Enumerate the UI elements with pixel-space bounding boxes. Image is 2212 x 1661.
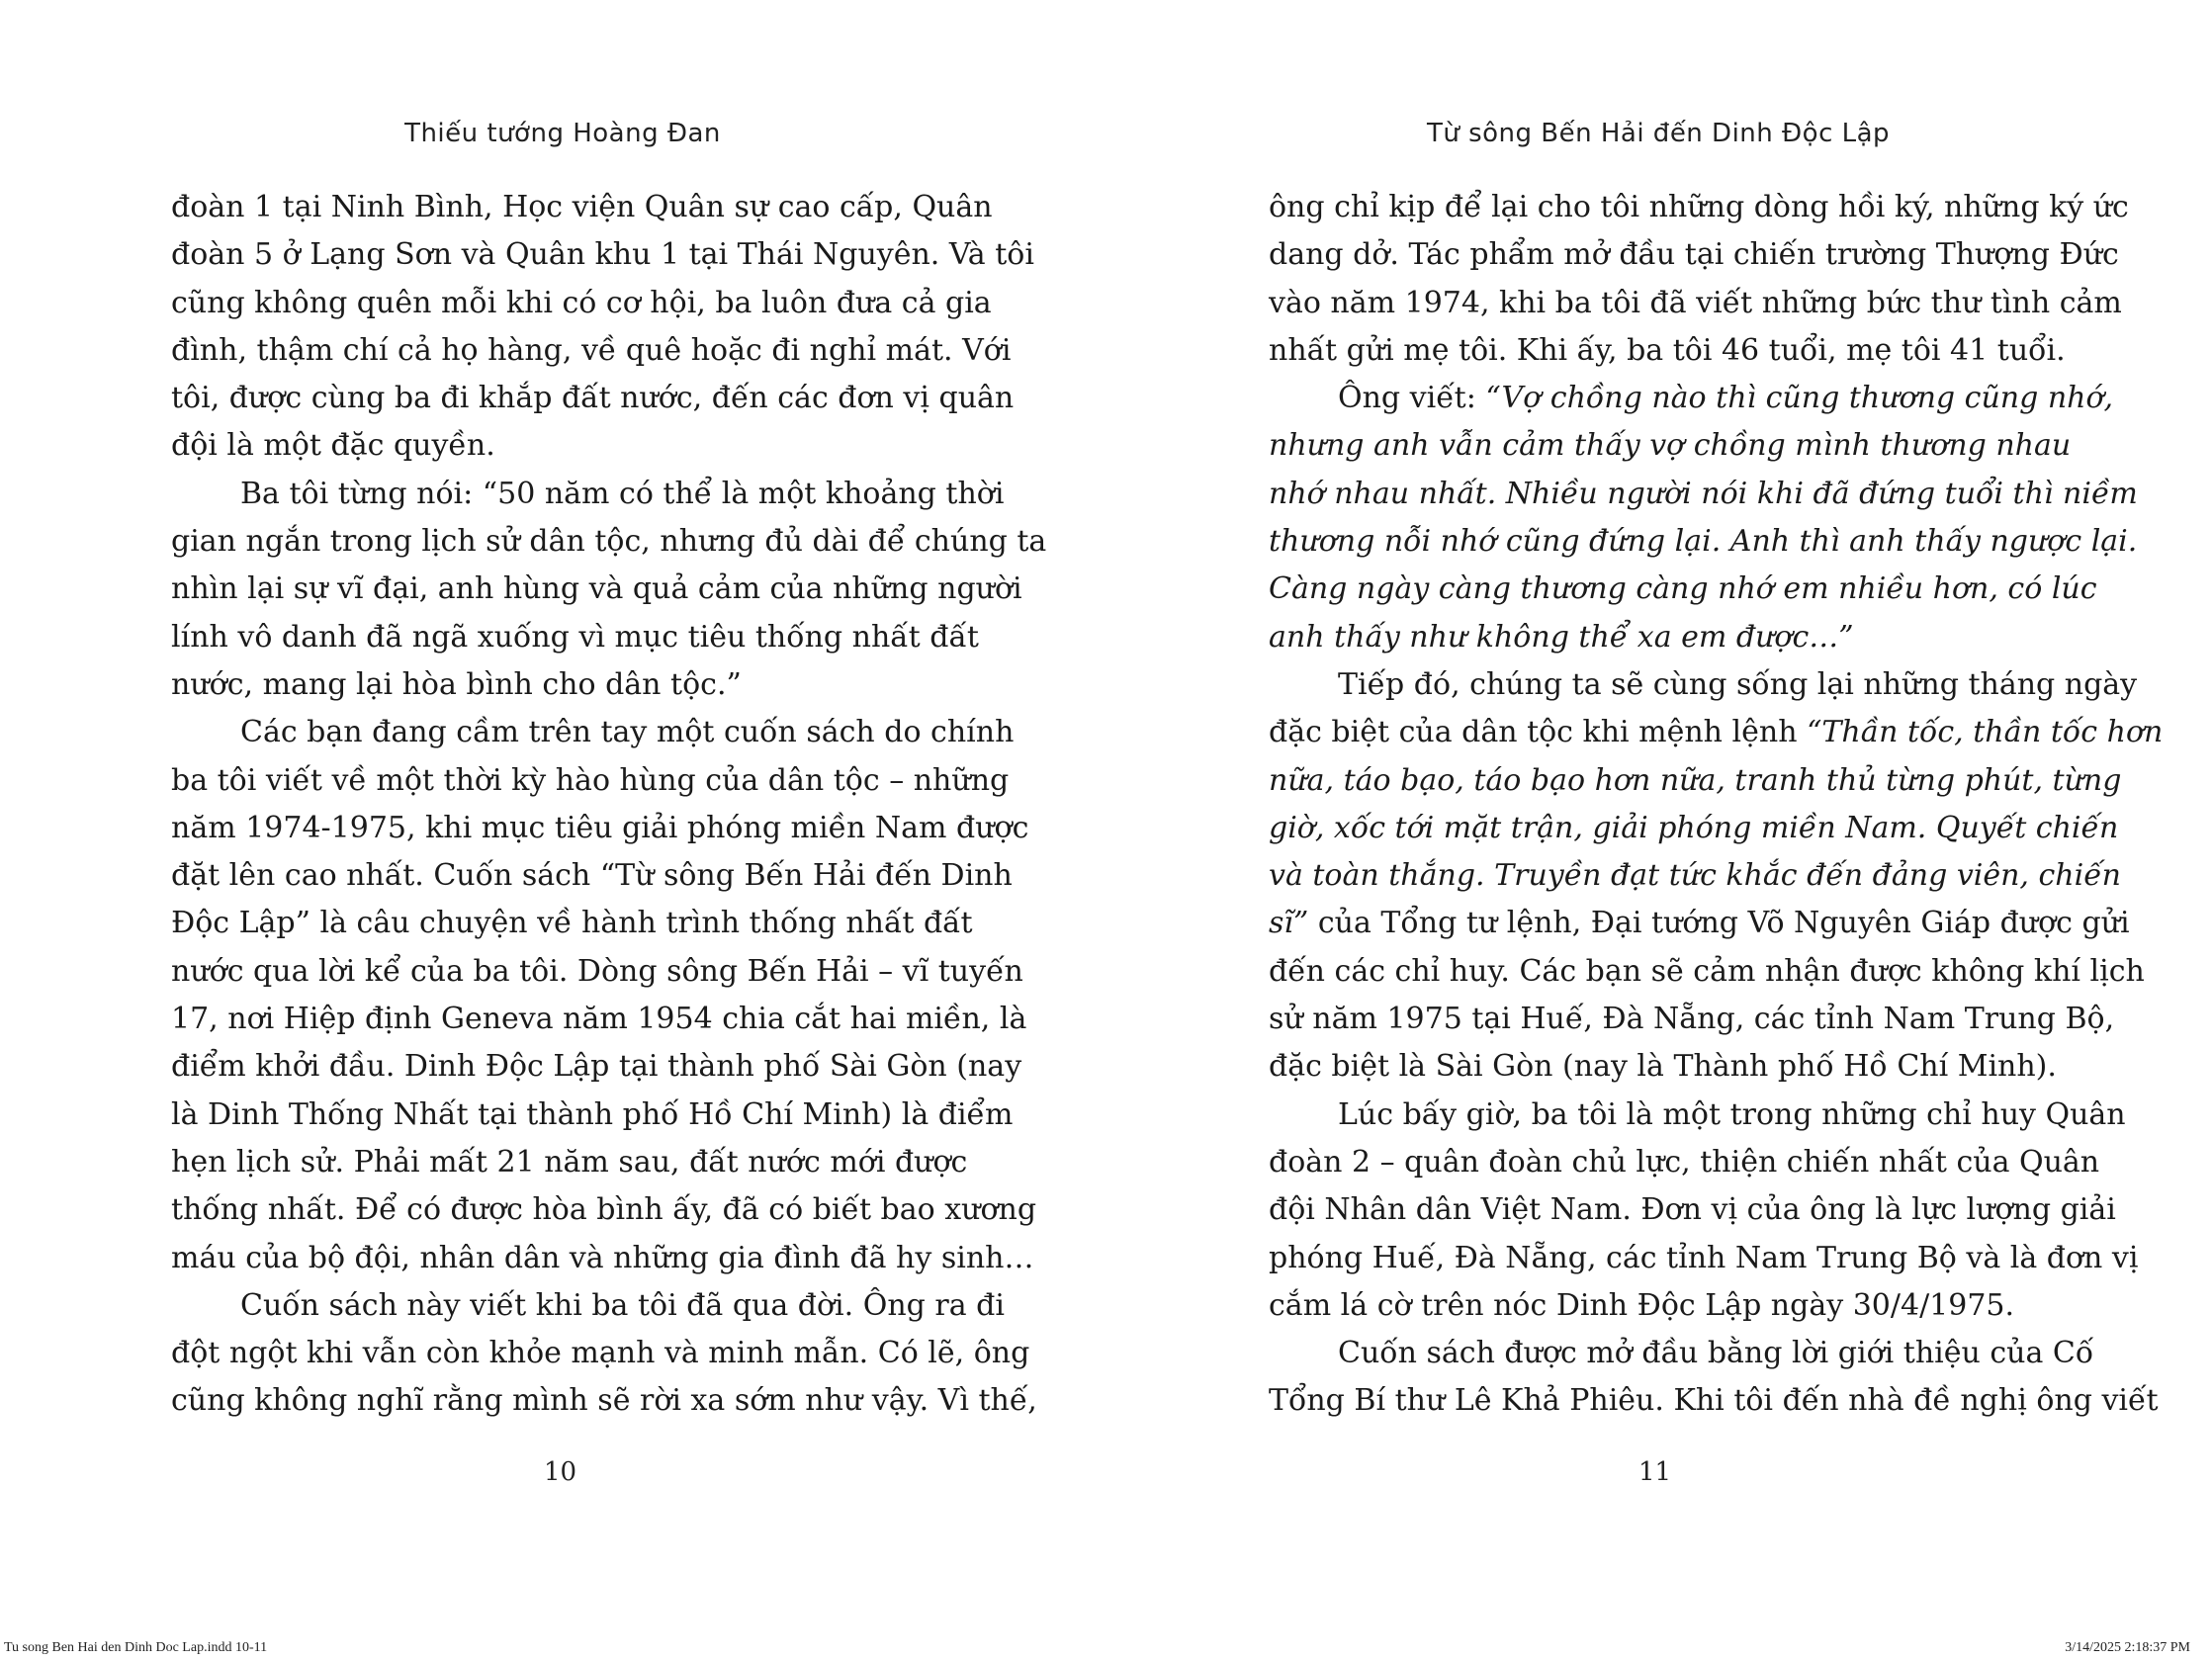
text-line (1269, 1139, 2100, 1186)
text-line (1269, 1235, 2139, 1282)
text-line: Độc Lập” là câu chuyện về hành trình thống nhất đất (171, 906, 973, 941)
text-line: tôi, được cùng ba đi khắp đất nước, đến các đơn vị quân (171, 381, 1015, 416)
text-line: thống nhất. Để có được hòa bình ấy, đã có biết bao xương (171, 1192, 1037, 1228)
page-number-left: 10 (544, 1457, 577, 1487)
left-page-body (171, 184, 1047, 1426)
text-line: nước qua lời kể của ba tôi. Dòng sông Bến Hải – vĩ tuyến (171, 953, 1023, 989)
text-line: gian ngắn trong lịch sử dân tộc, nhưng đủ dài để chúng ta (171, 524, 1047, 560)
text-segment: đội Nhân dân Việt Nam. Đơn vị của ông là lực lượng giải (1269, 1192, 2116, 1228)
text-line (1269, 805, 2119, 852)
text-segment: Tổng Bí thư Lê Khả Phiêu. Khi tôi đến nhà đề nghị ông viết (1269, 1383, 2159, 1419)
text-line: là Dinh Thống Nhất tại thành phố Hồ Chí Minh) là điểm (171, 1096, 1014, 1132)
italic-text: giờ, xốc tới mặt trận, giải phóng miền Nam. Quyết chiến (1269, 810, 2119, 845)
text-segment: của Tổng tư lệnh, Đại tướng Võ Nguyên Giáp được gửi (1308, 906, 2130, 941)
italic-text: Càng ngày càng thương càng nhớ em nhiều hơn, có lúc (1269, 571, 2097, 607)
text-segment: ông chỉ kịp để lại cho tôi những dòng hồi ký, những ký ức (1269, 190, 2129, 224)
text-line (1269, 327, 2066, 375)
text-line (1269, 375, 2114, 422)
text-line (1269, 709, 2164, 756)
text-line (1269, 614, 2051, 661)
text-line: cũng không quên mỗi khi có cơ hội, ba luôn đưa cả gia (171, 285, 992, 320)
text-line: đình, thậm chí cả họ hàng, về quê hoặc đi nghỉ mát. Với (171, 332, 1012, 368)
text-line: Các bạn đang cầm trên tay một cuốn sách do chính (240, 715, 1015, 750)
italic-text: anh thấy như không thể xa em được…” (1269, 619, 1854, 655)
text-segment: Cuốn sách được mở đầu bằng lời giới thiệu của Cố (1338, 1336, 2094, 1371)
running-head-left: Thiếu tướng Hoàng Đan (404, 119, 721, 148)
text-line (1269, 757, 2122, 805)
text-line (1269, 280, 2122, 327)
page-number-right: 11 (1638, 1457, 1672, 1487)
text-line (1269, 184, 2129, 231)
text-line (1269, 1330, 2094, 1377)
text-line: đoàn 5 ở Lạng Sơn và Quân khu 1 tại Thái Nguyên. Và tôi (171, 237, 1034, 273)
text-segment: đến các chỉ huy. Các bạn sẽ cảm nhận được không khí lịch (1269, 953, 2145, 989)
text-line: ba tôi viết về một thời kỳ hào hùng của dân tộc – những (171, 762, 1010, 798)
text-line: đội là một đặc quyền. (171, 428, 495, 464)
text-line: cũng không nghĩ rằng mình sẽ rời xa sớm như vậy. Vì thế, (171, 1383, 1037, 1419)
text-segment: đoàn 2 – quân đoàn chủ lực, thiện chiến nhất của Quân (1269, 1144, 2100, 1180)
text-line (1269, 1377, 2159, 1425)
text-segment: phóng Huế, Đà Nẵng, các tỉnh Nam Trung Bộ và là đơn vị (1269, 1240, 2139, 1275)
slug-timestamp: 3/14/2025 2:18:37 PM (2065, 1640, 2190, 1655)
text-line (1269, 948, 2145, 996)
text-segment: đặc biệt của dân tộc khi mệnh lệnh (1269, 715, 1808, 750)
italic-text: nhưng anh vẫn cảm thấy vợ chồng mình thương nhau (1269, 428, 2072, 464)
text-line: nước, mang lại hòa bình cho dân tộc.” (171, 666, 742, 702)
text-line: lính vô danh đã ngã xuống vì mục tiêu thống nhất đất (171, 619, 979, 655)
text-line: máu của bộ đội, nhân dân và những gia đình đã hy sinh… (171, 1240, 1034, 1275)
text-line (1269, 422, 2072, 470)
text-line (1269, 1282, 2051, 1330)
running-head-right: Từ sông Bến Hải đến Dinh Độc Lập (1426, 119, 1891, 148)
text-line (1269, 518, 2138, 566)
right-page-body (1269, 184, 2164, 1426)
right-page (1106, 0, 2212, 1661)
italic-text: sĩ” (1269, 906, 1309, 941)
text-line (1269, 566, 2097, 613)
text-line (1269, 1092, 2126, 1139)
text-line (1269, 1043, 2057, 1091)
italic-text: nữa, táo bạo, táo bạo hơn nữa, tranh thủ từng phút, từng (1269, 762, 2122, 798)
text-segment: vào năm 1974, khi ba tôi đã viết những bức thư tình cảm (1269, 285, 2122, 320)
text-segment: Lúc bấy giờ, ba tôi là một trong những chỉ huy Quân (1338, 1096, 2126, 1132)
text-line (1269, 471, 2138, 518)
slug-file-name: Tu song Ben Hai den Dinh Doc Lap.indd 10-11 (4, 1640, 268, 1655)
text-line (1269, 996, 2115, 1043)
italic-text: nhớ nhau nhất. Nhiều người nói khi đã đứng tuổi thì niềm (1269, 476, 2138, 511)
text-line: đoàn 1 tại Ninh Bình, Học viện Quân sự cao cấp, Quân (171, 190, 993, 224)
text-line: đột ngột khi vẫn còn khỏe mạnh và minh mẫn. Có lẽ, ông (171, 1336, 1030, 1371)
text-line: Ba tôi từng nói: “50 năm có thể là một khoảng thời (240, 476, 1005, 511)
text-line: Cuốn sách này viết khi ba tôi đã qua đời. Ông ra đi (240, 1287, 1005, 1323)
text-line: nhìn lại sự vĩ đại, anh hùng và quả cảm của những người (171, 571, 1022, 607)
text-segment: nhất gửi mẹ tôi. Khi ấy, ba tôi 46 tuổi, mẹ tôi 41 tuổi. (1269, 332, 2066, 368)
text-line (1269, 852, 2122, 900)
text-line (1269, 661, 2138, 709)
text-line (1269, 231, 2119, 279)
italic-text: và toàn thắng. Truyền đạt tức khắc đến đảng viên, chiến (1269, 858, 2122, 894)
text-segment: sử năm 1975 tại Huế, Đà Nẵng, các tỉnh Nam Trung Bộ, (1269, 1002, 2115, 1037)
text-line: điểm khởi đầu. Dinh Độc Lập tại thành phố Sài Gòn (nay (171, 1049, 1022, 1085)
italic-text: “Vợ chồng nào thì cũng thương cũng nhớ, (1485, 381, 2114, 416)
text-line (1269, 900, 2130, 947)
text-line: đặt lên cao nhất. Cuốn sách “Từ sông Bến Hải đến Dinh (171, 858, 1013, 894)
text-segment: đặc biệt là Sài Gòn (nay là Thành phố Hồ Chí Minh). (1269, 1049, 2057, 1085)
text-line: hẹn lịch sử. Phải mất 21 năm sau, đất nước mới được (171, 1144, 968, 1180)
text-segment: Ông viết: (1338, 381, 1486, 416)
text-line: năm 1974-1975, khi mục tiêu giải phóng miền Nam được (171, 810, 1029, 845)
text-line: 17, nơi Hiệp định Geneva năm 1954 chia cắt hai miền, là (171, 1002, 1027, 1037)
italic-text: “Thần tốc, thần tốc hơn (1807, 715, 2164, 750)
italic-text: thương nỗi nhớ cũng đứng lại. Anh thì anh thấy ngược lại. (1269, 524, 2138, 560)
text-segment: dang dở. Tác phẩm mở đầu tại chiến trường Thượng Đức (1269, 237, 2119, 273)
text-line (1269, 1186, 2116, 1234)
text-segment: cắm lá cờ trên nóc Dinh Độc Lập ngày 30/4/1975. (1269, 1287, 2015, 1323)
text-segment: Tiếp đó, chúng ta sẽ cùng sống lại những tháng ngày (1338, 666, 2138, 702)
